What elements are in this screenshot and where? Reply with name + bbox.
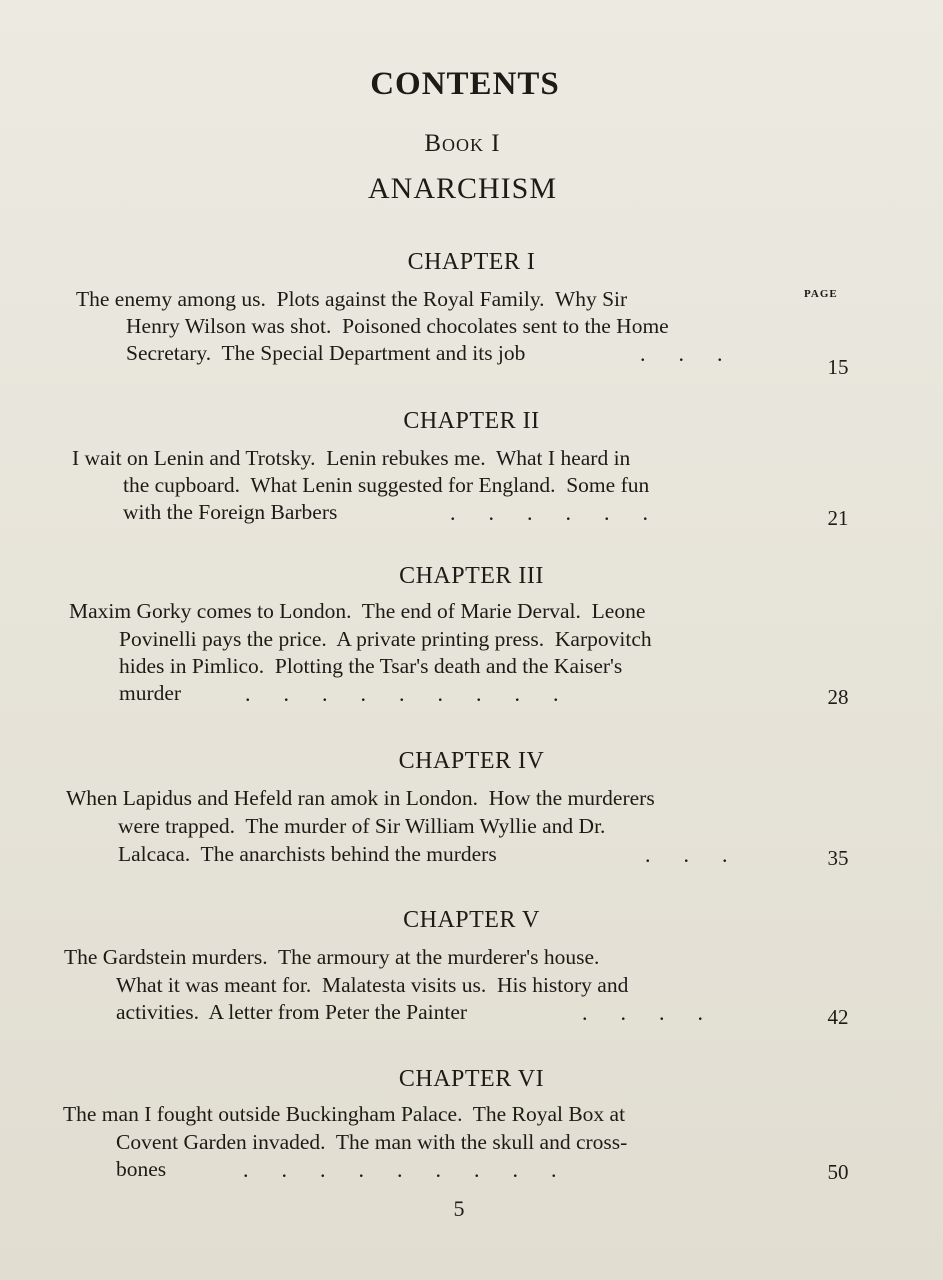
summary-line: activities. A letter from Peter the Painter: [116, 1000, 468, 1024]
page-number: 42: [827, 1005, 849, 1029]
page-title: CONTENTS: [370, 66, 560, 102]
page-number: 50: [827, 1160, 849, 1184]
chapter-entry: [0, 741, 943, 870]
summary-line: Secretary. The Special Department and its job: [126, 341, 526, 365]
summary-line: with the Foreign Barbers: [123, 500, 338, 524]
book-heading: Book I: [424, 130, 501, 157]
chapter-heading: CHAPTER III: [399, 563, 544, 589]
summary-line: I wait on Lenin and Trotsky. Lenin rebukes me. What I heard in: [72, 446, 631, 470]
summary-line: The enemy among us. Plots against the Royal Family. Why Sir: [76, 287, 628, 311]
chapter-heading: CHAPTER I: [407, 249, 536, 275]
summary-line: The man I fought outside Buckingham Palace. The Royal Box at: [63, 1102, 626, 1126]
summary-line: The Gardstein murders. The armoury at the murderer's house.: [64, 945, 600, 969]
leader-dots: . . . . . . . . .: [245, 681, 559, 706]
folio-page-number: 5: [453, 1196, 465, 1221]
chapter-entry: [0, 242, 943, 379]
page-number: 35: [827, 846, 849, 870]
summary-line: Covent Garden invaded. The man with the skull and cross-: [116, 1130, 628, 1154]
leader-dots: . . . . . .: [450, 500, 648, 525]
chapter-summary: [0, 1099, 943, 1183]
part-heading: ANARCHISM: [367, 172, 558, 205]
summary-line: bones: [116, 1157, 167, 1181]
chapter-summary: [0, 596, 943, 709]
summary-line: Povinelli pays the price. A private printing press. Karpovitch: [119, 627, 652, 651]
chapter-summary: [0, 441, 943, 530]
chapter-entry: [0, 1059, 943, 1183]
leader-dots: . . .: [645, 842, 728, 867]
page-number: 21: [827, 506, 849, 530]
chapter-entry: [0, 401, 943, 530]
summary-line: the cupboard. What Lenin suggested for England. Some fun: [123, 473, 650, 497]
summary-line: Henry Wilson was shot. Poisoned chocolates sent to the Home: [126, 314, 669, 338]
summary-line: murder: [119, 681, 182, 705]
summary-line: hides in Pimlico. Plotting the Tsar's death and the Kaiser's: [119, 654, 623, 678]
page-number: 15: [827, 355, 849, 379]
page-column-label: PAGE: [804, 288, 838, 300]
chapter-entry: [0, 556, 943, 709]
summary-line: When Lapidus and Hefeld ran amok in London. How the murderers: [66, 786, 655, 810]
chapter-summary: [0, 940, 943, 1029]
chapter-heading: CHAPTER II: [403, 408, 540, 434]
summary-line: Lalcaca. The anarchists behind the murders: [118, 842, 497, 866]
summary-line: Maxim Gorky comes to London. The end of Marie Derval. Leone: [69, 599, 646, 623]
chapter-heading: CHAPTER VI: [398, 1066, 545, 1092]
leader-dots: . . . . . . . . .: [243, 1157, 557, 1182]
page-number: 28: [827, 685, 849, 709]
summary-line: What it was meant for. Malatesta visits us. His history and: [116, 973, 629, 997]
chapter-entry: [0, 900, 943, 1029]
chapter-heading: CHAPTER V: [403, 907, 540, 933]
chapter-summary: [0, 282, 943, 379]
leader-dots: . . .: [640, 341, 723, 366]
leader-dots: . . . .: [582, 1000, 703, 1025]
chapter-heading: CHAPTER IV: [398, 748, 545, 774]
summary-line: were trapped. The murder of Sir William Wyllie and Dr.: [118, 814, 606, 838]
chapter-summary: [0, 781, 943, 870]
